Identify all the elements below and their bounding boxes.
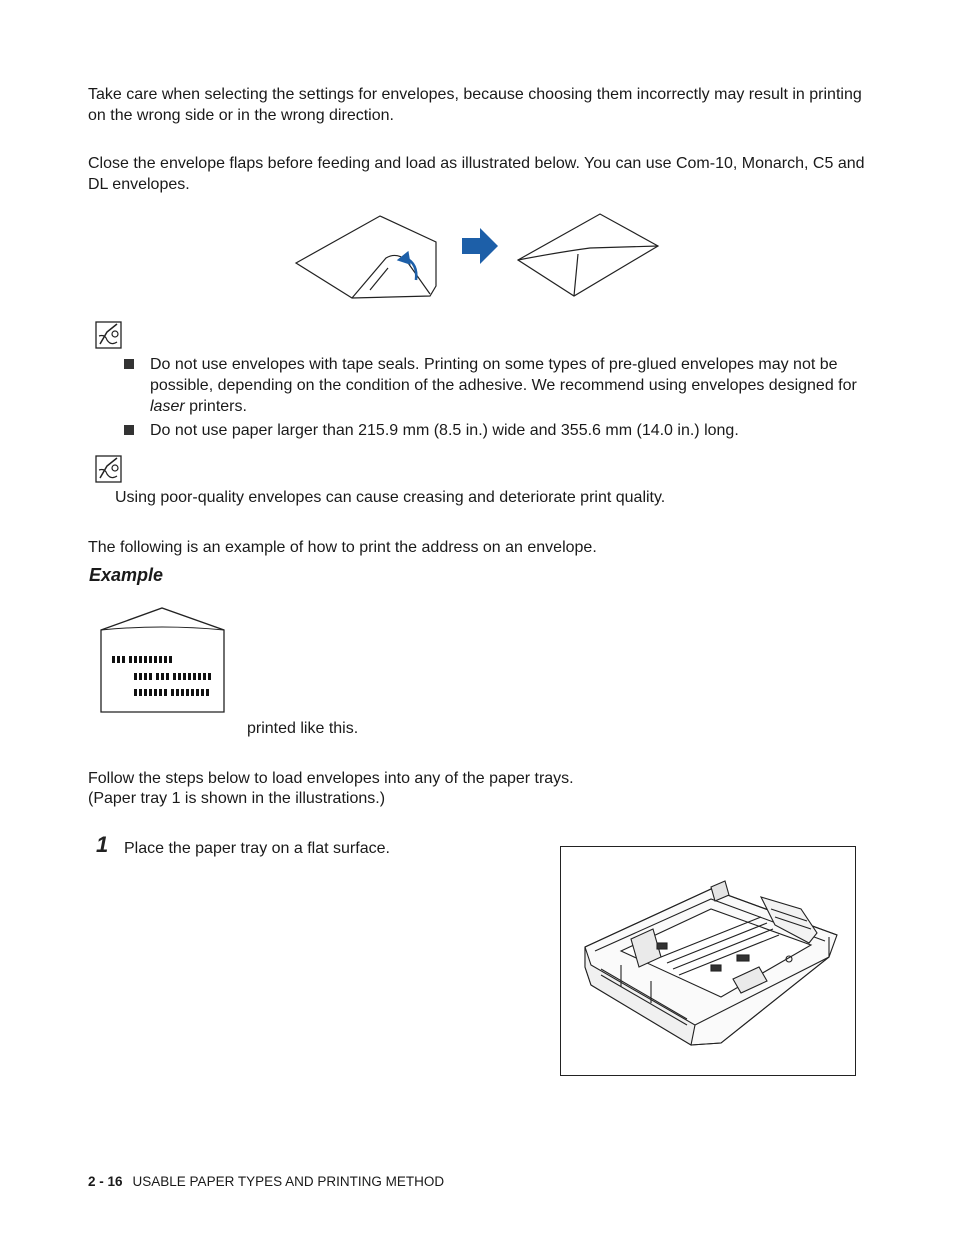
intro-paragraph: Take care when selecting the settings for envelopes, because choosing them incorrectly may result in printing on the wrong side or in the wrong direction. (88, 86, 862, 124)
steps-intro-line-2: (Paper tray 1 is shown in the illustrations.) (88, 790, 386, 807)
page-number: 2 - 16 (88, 1174, 123, 1189)
steps-intro-line-1: Follow the steps below to load envelopes into any of the paper trays. (88, 770, 574, 787)
bullet-square-icon (124, 425, 134, 435)
envelope-flap-illustration (290, 208, 670, 308)
paper-tray-illustration (561, 847, 855, 1075)
bullet-text: Do not use envelopes with tape seals. Printing on some types of pre-glued envelopes may not be possible, depending on the condition of the adhesive. We recommend using envelopes designed for (150, 356, 857, 394)
note-pencil-icon (95, 320, 123, 350)
right-arrow-icon (462, 228, 498, 264)
example-caption: printed like this. (247, 720, 359, 737)
flaps-paragraph: Close the envelope flaps before feeding and load as illustrated below. You can use Com-10, Monarch, C5 and DL envelopes. (88, 155, 865, 193)
closed-flap-envelope (518, 214, 658, 296)
bullet-text: Do not use paper larger than 215.9 mm (8.5 in.) wide and 355.6 mm (14.0 in.) long. (150, 422, 739, 439)
note-pencil-icon (95, 454, 123, 484)
paper-tray-figure (560, 846, 856, 1076)
bullet-text-end: printers. (184, 398, 247, 415)
step-number: 1 (96, 832, 109, 857)
bullet-emphasis: laser (150, 398, 185, 415)
address-envelope-illustration (98, 606, 228, 716)
bullet-square-icon (124, 359, 134, 369)
address-line-2 (134, 673, 211, 680)
address-line-1 (112, 656, 172, 663)
address-paragraph: The following is an example of how to print the address on an envelope. (88, 539, 597, 556)
open-flap-envelope (296, 216, 436, 298)
footer-section-title: USABLE PAPER TYPES AND PRINTING METHOD (132, 1174, 445, 1189)
example-heading: Example (89, 565, 164, 585)
step-1-text: Place the paper tray on a flat surface. (124, 840, 390, 857)
page-footer (88, 1174, 444, 1189)
address-line-3 (134, 689, 209, 696)
note2-text: Using poor-quality envelopes can cause creasing and deteriorate print quality. (115, 489, 666, 506)
